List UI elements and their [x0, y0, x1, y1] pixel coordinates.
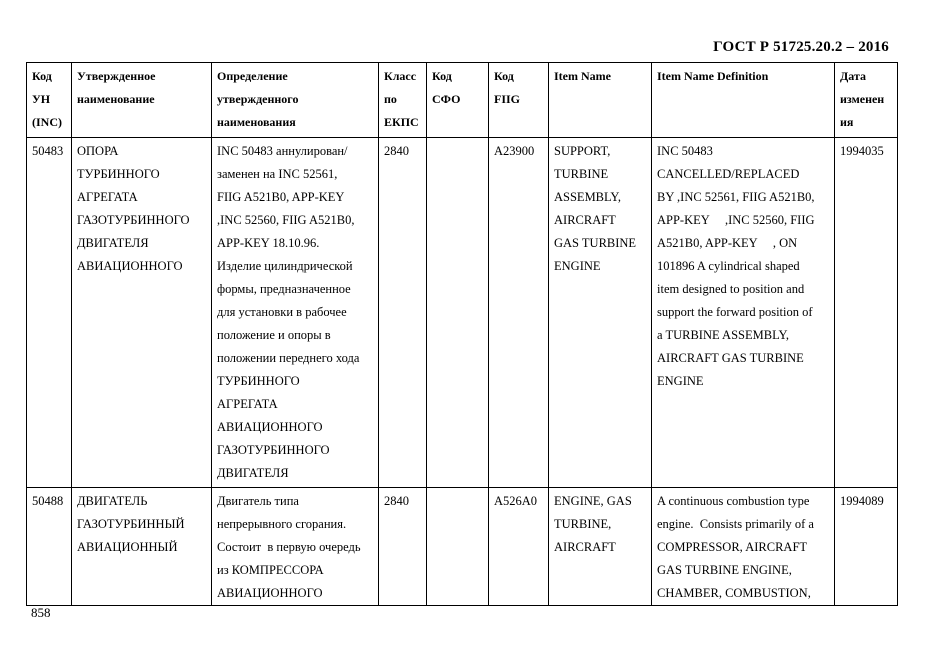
table-row	[27, 488, 898, 606]
cell-ekps-class: 2840	[379, 488, 427, 606]
header-change-date: Дата изменен ия	[835, 63, 898, 138]
header-item-name-definition: Item Name Definition	[652, 63, 835, 138]
header-item-name: Item Name	[549, 63, 652, 138]
cell-item-name-definition: INC 50483 CANCELLED/REPLACED BY ,INC 52561, FIIG A521B0, APP-KEY ,INC 52560, FIIG A521B0, APP-KEY , ON 101896 A cylindrical shaped item designed to position and support the forward position of a TURBINE ASSEMBLY, AIRCRAFT GAS TURBINE ENGINE	[652, 138, 835, 488]
cell-fiig-code: A23900	[489, 138, 549, 488]
cell-change-date: 1994089	[835, 488, 898, 606]
header-name-definition: Определение утвержденного наименования	[212, 63, 379, 138]
catalog-table	[26, 62, 898, 606]
cell-inc-code: 50483	[27, 138, 72, 488]
header-approved-name: Утвержденное наименование	[72, 63, 212, 138]
cell-name-definition: Двигатель типа непрерывного сгорания. Состоит в первую очередь из КОМПРЕССОРА АВИАЦИОННОГО	[212, 488, 379, 606]
cell-sfo-code	[427, 138, 489, 488]
cell-item-name: ENGINE, GAS TURBINE, AIRCRAFT	[549, 488, 652, 606]
cell-name-definition: INC 50483 аннулирован/ заменен на INC 52561, FIIG A521B0, APP-KEY ,INC 52560, FIIG A521B0, APP-KEY 18.10.96. Изделие цилиндрической формы, предназначенное для установки в рабочее положение и опоры в положении переднего хода ТУРБИННОГО АГРЕГАТА АВИАЦИОННОГО ГАЗОТУРБИННОГО ДВИГАТЕЛЯ	[212, 138, 379, 488]
cell-approved-name: ОПОРА ТУРБИННОГО АГРЕГАТА ГАЗОТУРБИННОГО ДВИГАТЕЛЯ АВИАЦИОННОГО	[72, 138, 212, 488]
header-fiig-code: Код FIIG	[489, 63, 549, 138]
page-number: 858	[31, 605, 51, 620]
header-inc-code: Код УН (INC)	[27, 63, 72, 138]
cell-item-name-definition: A continuous combustion type engine. Consists primarily of a COMPRESSOR, AIRCRAFT GAS TURBINE ENGINE, CHAMBER, COMBUSTION,	[652, 488, 835, 606]
cell-approved-name: ДВИГАТЕЛЬ ГАЗОТУРБИННЫЙ АВИАЦИОННЫЙ	[72, 488, 212, 606]
cell-inc-code: 50488	[27, 488, 72, 606]
header-sfo-code: Код СФО	[427, 63, 489, 138]
table-row	[27, 138, 898, 488]
cell-fiig-code: A526A0	[489, 488, 549, 606]
cell-ekps-class: 2840	[379, 138, 427, 488]
table-header-row	[27, 63, 898, 138]
document-title: ГОСТ Р 51725.20.2 – 2016	[713, 39, 889, 55]
cell-item-name: SUPPORT, TURBINE ASSEMBLY, AIRCRAFT GAS TURBINE ENGINE	[549, 138, 652, 488]
cell-sfo-code	[427, 488, 489, 606]
cell-change-date: 1994035	[835, 138, 898, 488]
header-ekps-class: Класс по ЕКПС	[379, 63, 427, 138]
